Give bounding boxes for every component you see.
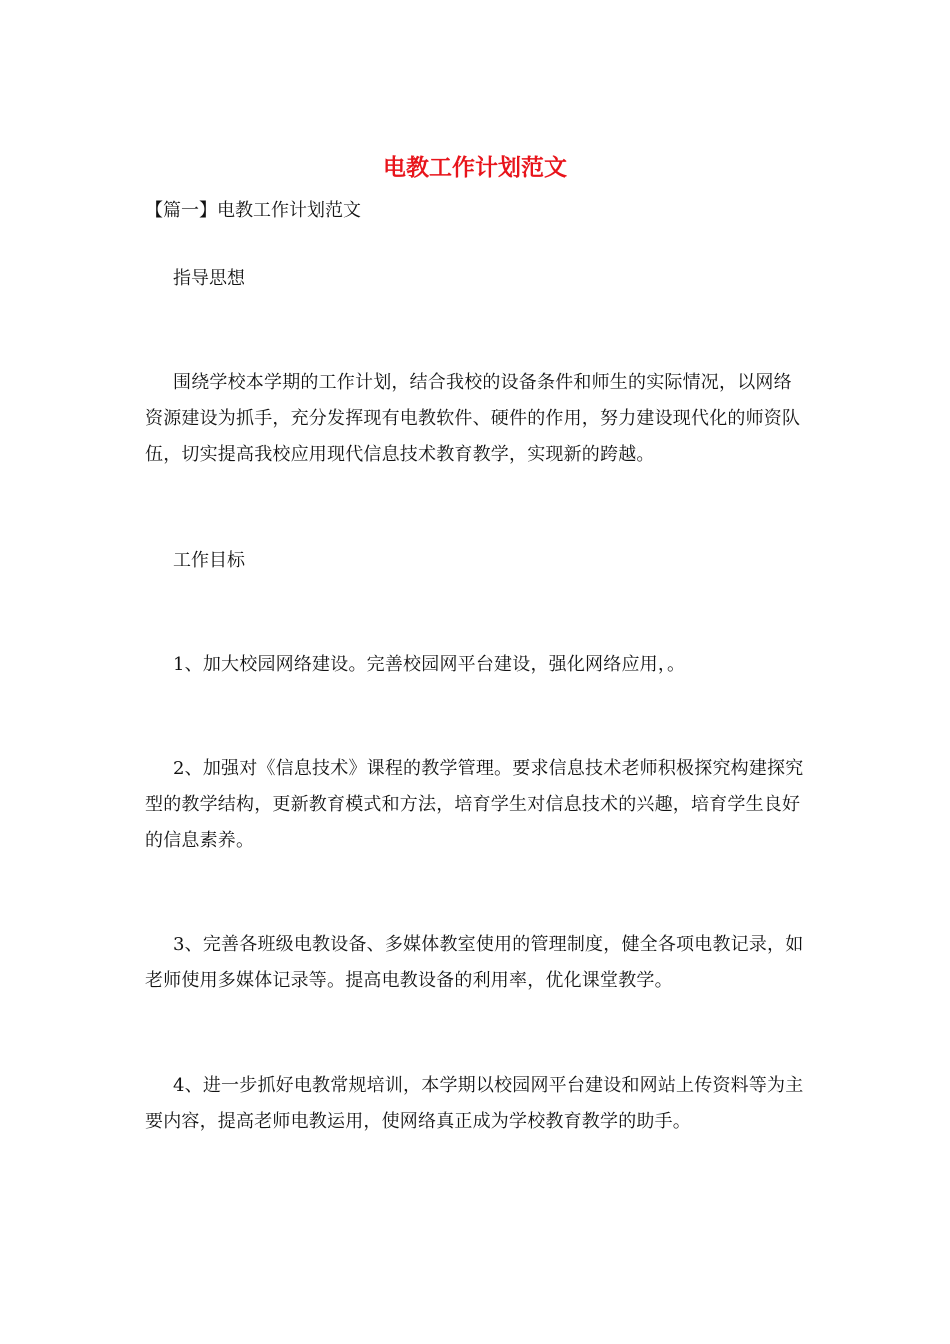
paragraph-guiding-thought: 围绕学校本学期的工作计划，结合我校的设备条件和师生的实际情况，以网络资源建设为抓手，充分发挥现有电教软件、硬件的作用，努力建设现代化的师资队伍，切实提高我校应用现代信息技术教育教学，实现新的跨越。 [145,372,801,465]
section-label: 【篇一】电教工作计划范文 [145,200,361,221]
heading-guiding-thought: 指导思想 [173,268,245,289]
goal-item-3: 3、完善各班级电教设备、多媒体教室使用的管理制度，健全各项电教记录，如老师使用多媒体记录等。提高电教设备的利用率，优化课堂教学。 [145,934,804,991]
goal-item-1: 1、加大校园网络建设。完善校园网平台建设，强化网络应用，。 [173,654,686,675]
document-title: 电教工作计划范文 [383,154,567,181]
heading-work-goals: 工作目标 [173,550,245,571]
goal-item-2: 2、加强对《信息技术》课程的教学管理。要求信息技术老师积极探究构建探究型的教学结构，更新教育模式和方法，培育学生对信息技术的兴趣，培育学生良好的信息素养。 [145,758,804,851]
goal-item-4: 4、进一步抓好电教常规培训，本学期以校园网平台建设和网站上传资料等为主要内容，提高老师电教运用，使网络真正成为学校教育教学的助手。 [145,1075,804,1132]
